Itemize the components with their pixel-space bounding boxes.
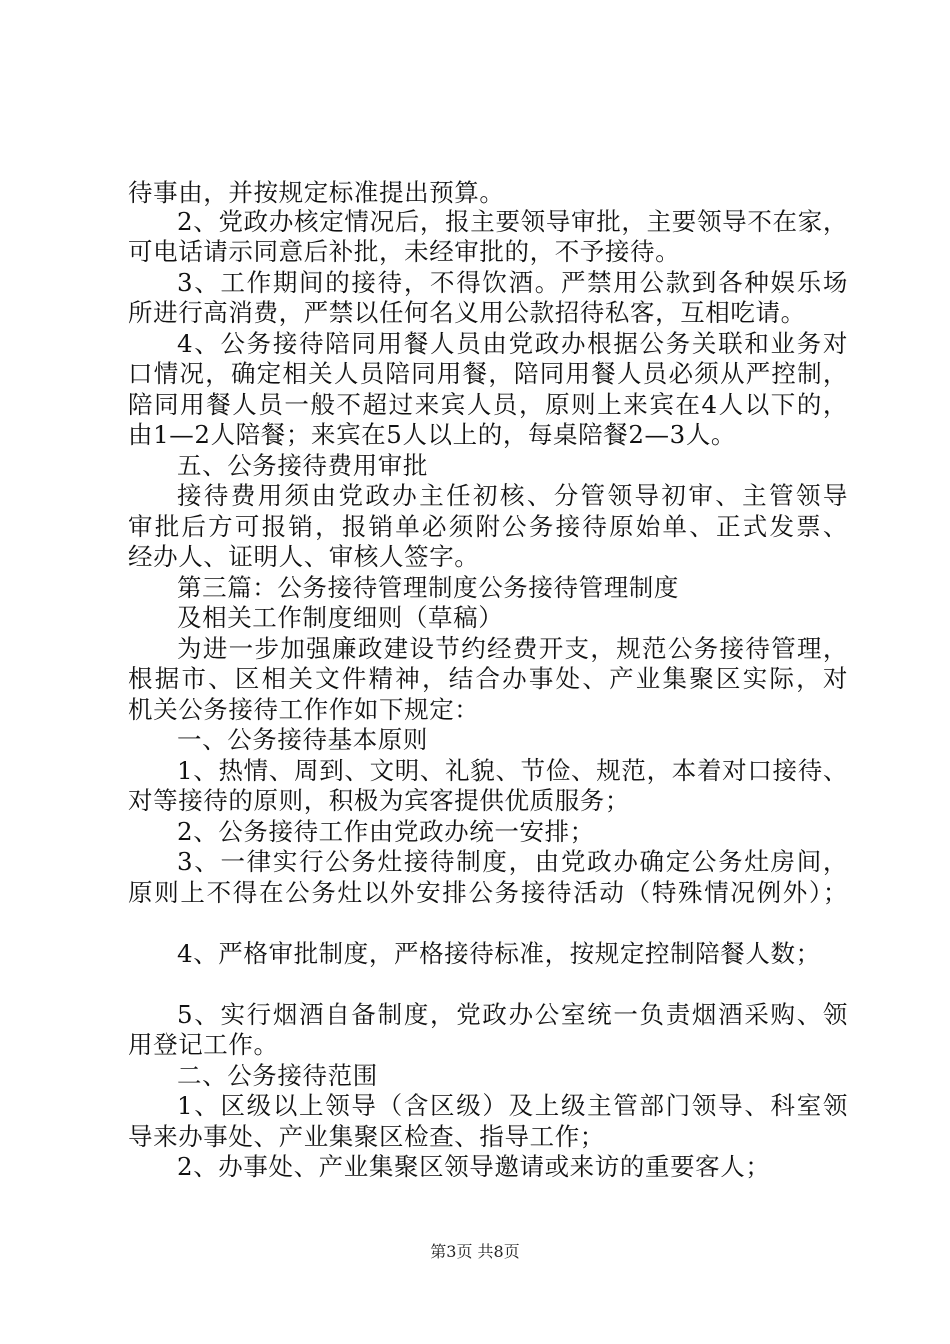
chapter-title: 及相关工作制度细则（草稿） [177,603,504,632]
text-line: 4、严格审批制度，严格接待标准，按规定控制陪餐人数； [177,939,821,968]
text-line: 接待费用须由党政办主任初核、分管领导初审、主管领导 [177,481,848,510]
text-line: 用登记工作。 [128,1030,279,1059]
chapter-title: 第三篇：公务接待管理制度公务接待管理制度 [177,573,679,602]
text-line: 待事由，并按规定标准提出预算。 [128,178,505,207]
section-heading: 一、公务接待基本原则 [177,725,428,754]
text-line: 为进一步加强廉政建设节约经费开支，规范公务接待管理， [177,634,848,663]
text-line: 3、一律实行公务灶接待制度，由党政办确定公务灶房间， [177,847,848,876]
text-line: 所进行高消费，严禁以任何名义用公款招待私客，互相吃请。 [128,298,806,327]
text-line: 3、工作期间的接待，不得饮酒。严禁用公款到各种娱乐场 [177,268,848,297]
text-line: 经办人、证明人、审核人签字。 [128,542,480,571]
text-line: 1、热情、周到、文明、礼貌、节俭、规范，本着对口接待、 [177,756,848,785]
text-line: 机关公务接待工作作如下规定： [128,695,480,724]
text-line: 2、党政办核定情况后，报主要领导审批，主要领导不在家， [177,207,848,236]
text-line: 审批后方可报销，报销单必须附公务接待原始单、正式发票、 [128,512,848,541]
text-line: 口情况，确定相关人员陪同用餐，陪同用餐人员必须从严控制， [128,359,848,388]
page-footer: 第3页 共8页 [430,1242,520,1261]
text-line: 4、公务接待陪同用餐人员由党政办根据公务关联和业务对 [177,329,848,358]
section-heading: 五、公务接待费用审批 [177,451,428,480]
section-heading: 二、公务接待范围 [177,1061,378,1090]
text-line: 原则上不得在公务灶以外安排公务接待活动（特殊情况例外）； [128,878,848,907]
text-line: 5、实行烟酒自备制度，党政办公室统一负责烟酒采购、领 [177,1000,848,1029]
text-line: 2、办事处、产业集聚区领导邀请或来访的重要客人； [177,1152,771,1181]
text-line: 对等接待的原则，积极为宾客提供优质服务； [128,786,630,815]
text-line: 陪同用餐人员一般不超过来宾人员，原则上来宾在4人以下的， [128,390,848,419]
text-line: 根据市、区相关文件精神，结合办事处、产业集聚区实际，对 [128,664,848,693]
text-line: 导来办事处、产业集聚区检查、指导工作； [128,1122,605,1151]
text-line: 由1—2人陪餐；来宾在5人以上的，每桌陪餐2—3人。 [128,420,737,449]
text-line: 1、区级以上领导（含区级）及上级主管部门领导、科室领 [177,1091,848,1120]
text-line: 2、公务接待工作由党政办统一安排； [177,817,595,846]
text-line: 可电话请示同意后补批，未经审批的，不予接待。 [128,237,681,266]
